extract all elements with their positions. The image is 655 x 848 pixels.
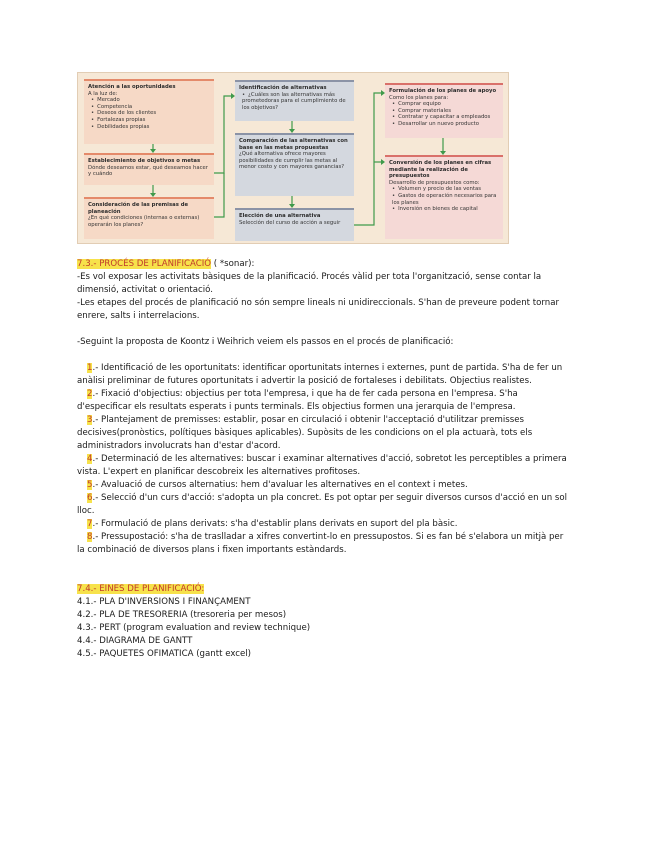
step-number: 8 [87,532,93,542]
step-text: .- Fixació d'objectius: objectius per tota l'empresa, i que ha de fer cada persona en l'empresa. S'ha d'especificar els resultats esperats i punts terminals. Els objectius formen una jerarquia de l'empresa. [77,389,518,412]
list-item: • Inversión en bienes de capital [392,206,499,213]
box-identify-alternatives-title: Identificación de alternativas [239,85,327,91]
box-budgets-title: Conversión de los planes en cifras mediante la realización de presupuestos [389,160,492,180]
section-title: PROCÉS DE PLANIFICACIÓ [99,259,212,269]
list-item: • Debilidades propias [91,124,210,131]
section-number: 7.3.- [77,259,100,269]
box-support-plans-subtitle: Como los planes para: [389,94,449,101]
section-title: 7.4.- EINES DE PLANIFICACIÓ: [77,584,205,594]
step-number: 1 [87,363,93,373]
box-objectives-text: Dónde deseamos estar, qué deseamos hacer y cuándo [88,164,208,178]
box-choose-alternative-text: Selección del curso de acción a seguir [239,219,341,226]
step-item [77,479,571,492]
box-compare-alternatives-title: Comparación de las alternativas con base en las metas propuestas [239,138,348,151]
document-body [77,258,571,661]
step-text: .- Formulació de plans derivats: s'ha d'establir plans derivats en suport del pla bàsic. [92,519,458,529]
list-item: • Comprar materiales [392,108,499,115]
step-number: 6 [87,493,93,503]
list-item: • Competencia [91,104,210,111]
box-compare-alternatives [235,133,354,196]
list-item: • Gastos de operación necesarios para los planes [392,193,499,206]
list-item: 4.2.- PLA DE TRESORERIA (tresoreria per mesos) [77,610,287,620]
box-budgets-subtitle: Desarrollo de presupuestos como: [389,179,480,186]
list-item: • Mercado [91,97,210,104]
box-choose-alternative-title: Elección de una alternativa [239,213,321,219]
list-item: • Fortalezas propias [91,117,210,124]
box-objectives-title: Establecimiento de objetivos o metas [88,158,201,164]
step-item [77,453,571,479]
list-item: 4.5.- PAQUETES OFIMATICA (gantt excel) [77,649,252,659]
list-item: • Desarrollar un nuevo producto [392,121,499,128]
box-objectives [84,153,214,185]
list-item: 4.3.- PERT (program evaluation and review technique) [77,623,311,633]
step-item [77,362,571,388]
box-identify-alternatives [235,80,354,121]
box-opportunities [84,79,214,144]
step-number: 7 [87,519,93,529]
box-opportunities-subtitle: A la luz de: [88,90,118,97]
list-item: • Deseos de los clientes [91,110,210,117]
list-item: • Contratar y capacitar a empleados [392,114,499,121]
paragraph: -Les etapes del procés de planificació no són sempre lineals ni unidireccionals. S'han de preveure podent tornar enrere, salts i interrelacions. [77,298,560,321]
step-item [77,531,571,557]
list-item: • Comprar equipo [392,101,499,108]
step-item [77,414,571,453]
section-title-suffix: ( *sonar): [211,259,255,269]
box-choose-alternative [235,208,354,241]
box-support-plans [385,83,503,138]
box-support-plans-title: Formulación de los planes de apoyo [389,88,497,94]
step-item [77,518,571,531]
box-premises [84,197,214,239]
box-premises-text: ¿En qué condiciones (internas o externas) operarán los planes? [88,215,200,228]
step-text: .- Avaluació de cursos alternatius: hem d'avaluar les alternatives en el context i metes. [92,480,468,490]
paragraph: -Es vol exposar les activitats bàsiques de la planificació. Procés vàlid per tota l'organització, sense contar la dimensió, activitat o orientació. [77,272,542,295]
step-item [77,388,571,414]
section-heading-7-4 [77,583,571,596]
box-premises-title: Consideración de las premisas de planeación [88,202,189,215]
step-item [77,492,571,518]
step-text: .- Determinació de les alternatives: buscar i examinar alternatives d'acció, sobretot les perceptibles a primera vista. L'expert en planificar descobreix les alternatives profitoses. [77,454,567,477]
paragraph: -Seguint la proposta de Koontz i Weihrich veiem els passos en el procés de planificació: [77,337,454,347]
list-item: • Volumen y precio de las ventas [392,186,499,193]
step-number: 5 [87,480,93,490]
step-text: .- Identificació de les oportunitats: identificar oportunitats internes i externes, punt de partida. S'ha de fer un anàlisi preliminar de futures oportunitats i advertir la posició de fortaleses i debilitats. Objectius realistes. [77,363,563,386]
planning-process-diagram [77,72,509,244]
box-budgets [385,155,503,239]
step-text: .- Pressupostació: s'ha de traslladar a xifres convertint-lo en pressupostos. Si es fan bé s'elabora un mitjà per la combinació de diversos plans i fixen importants estàndards. [77,532,564,555]
step-number: 3 [87,415,93,425]
box-opportunities-title: Atención a las oportunidades [88,84,176,90]
list-item: 4.1.- PLA D'INVERSIONS I FINANÇAMENT [77,597,251,607]
list-item: 4.4.- DIAGRAMA DE GANTT [77,636,193,646]
section-heading-7-3 [77,258,571,271]
step-text: .- Plantejament de premisses: establir, posar en circulació i obtenir l'acceptació d'utilitzar premisses decisives(pronòstics, polítiques bàsiques aplicables). Supòsits de les condicions on el pla actuarà, tots els administradors involucrats han d'estar d'acord. [77,415,533,451]
box-compare-alternatives-text: ¿Qué alternativa ofrece mayores posibilidades de cumplir las metas al menor costo y con mayores ganancias? [239,151,345,171]
step-number: 4 [87,454,93,464]
step-text: .- Selecció d'un curs d'acció: s'adopta un pla concret. Es pot optar per seguir diversos cursos d'acció en un sol lloc. [77,493,568,516]
list-item: • ¿Cuáles son las alternativas más prometedoras para el cumplimiento de los objetivos? [242,92,350,112]
step-number: 2 [87,389,93,399]
